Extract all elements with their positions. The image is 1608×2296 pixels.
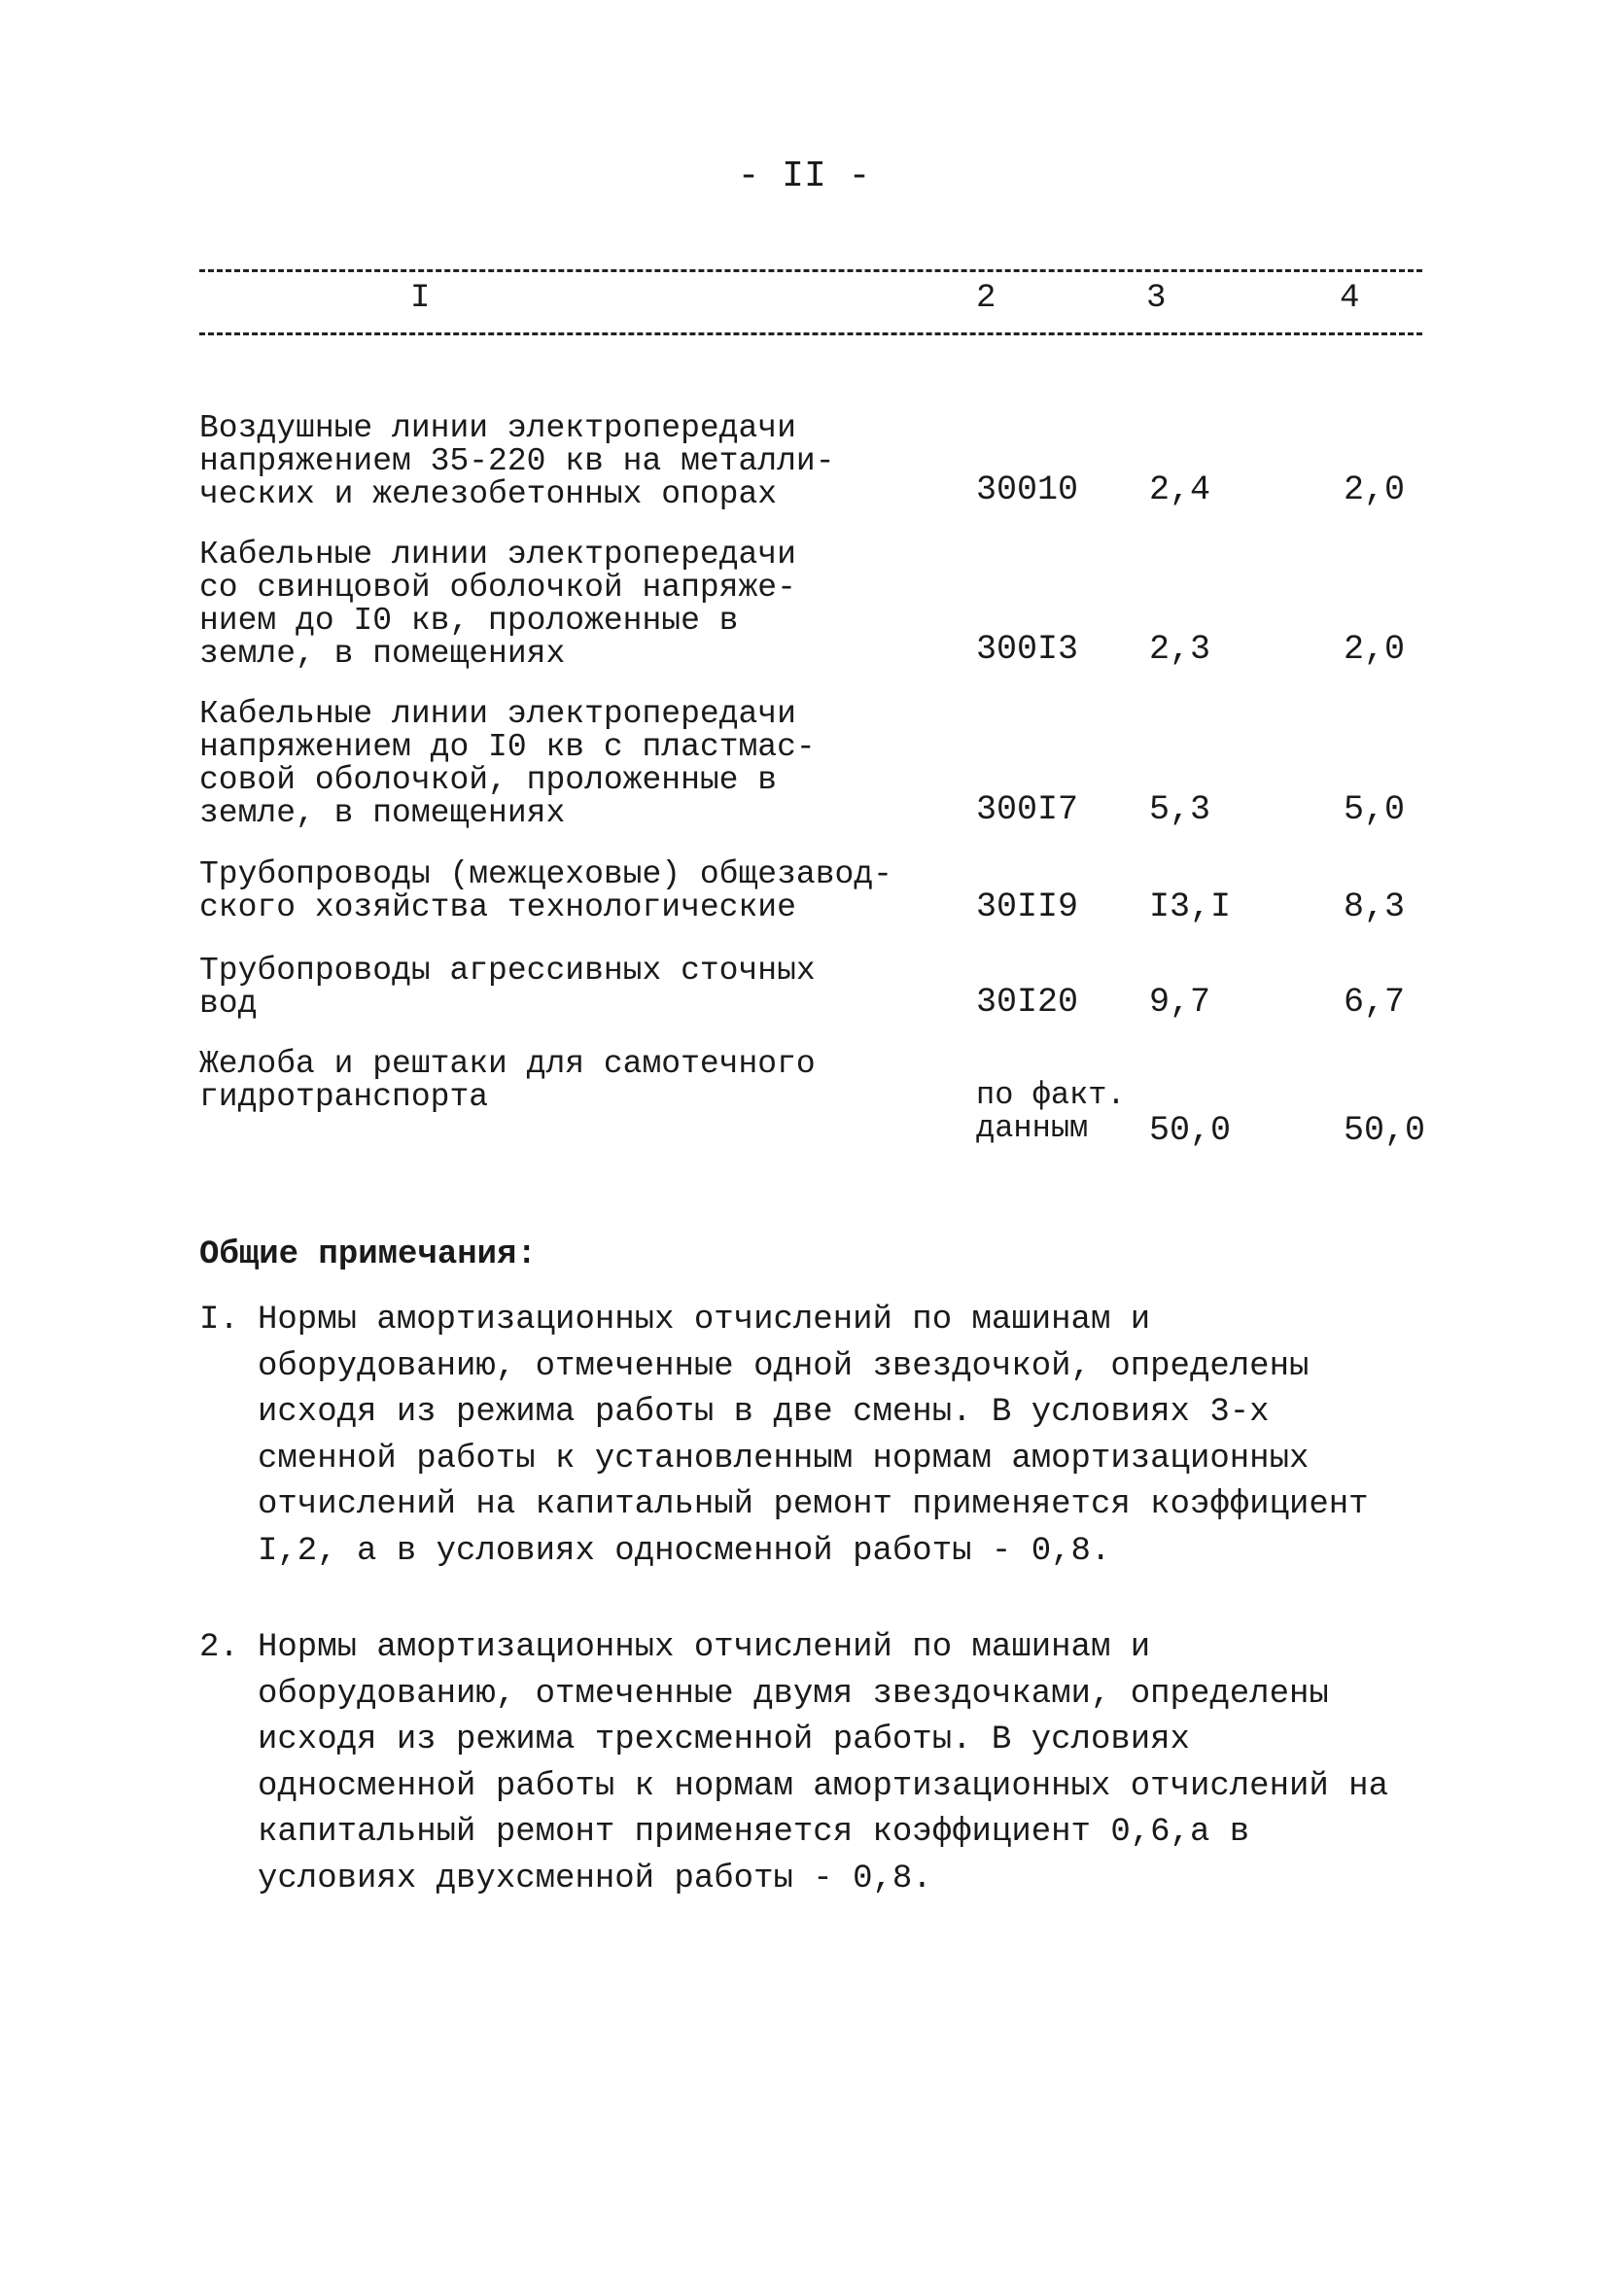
table-row-description: Кабельные линии электропередачи со свинцовой оболочкой напряже- нием до I0 кв, проложенные в земле, в помещениях — [199, 537, 796, 672]
table-row-col3: I3,I — [1149, 887, 1232, 926]
table-row-col4: 8,3 — [1344, 887, 1406, 926]
header-col-3: 3 — [1146, 280, 1167, 317]
table-row-code: 300I7 — [976, 790, 1079, 829]
table-row-code: 30II9 — [976, 887, 1079, 926]
table-row-code: 30010 — [976, 470, 1079, 509]
table-row-col4: 6,7 — [1344, 983, 1406, 1022]
table-top-rule — [199, 269, 1422, 272]
table-row-description: Трубопроводы агрессивных сточных вод — [199, 953, 816, 1022]
table-row-col4: 5,0 — [1344, 790, 1406, 829]
table-row-col4: 50,0 — [1344, 1111, 1426, 1150]
table-header-rule — [199, 332, 1422, 335]
note-text: Нормы амортизационных отчислений по машинам и оборудованию, отмеченные одной звездочкой, определены исходя из режима работы в две смены. В условиях 3-х сменной работы к установленным нормам амортизационных отчислений на капитальный ремонт применяется коэффициент I,2, а в условиях односменной работы - 0,8. — [258, 1302, 1369, 1570]
table-row-col3: 5,3 — [1149, 790, 1211, 829]
header-col-4: 4 — [1340, 280, 1360, 317]
table-row-code: 30I20 — [976, 983, 1079, 1022]
table-row-description: Трубопроводы (межцеховые) общезавод- ского хозяйства технологические — [199, 856, 892, 925]
note-item — [199, 1625, 1424, 1902]
table-row-col3: 50,0 — [1149, 1111, 1232, 1150]
table-row-col4: 2,0 — [1344, 630, 1406, 669]
note-text: Нормы амортизационных отчислений по машинам и оборудованию, отмеченные двумя звездочками, определены исходя из режима трехсменной работы. В условиях односменной работы к нормам амортизационных отчислений на капитальный ремонт применяется коэффициент 0,6,а в условиях двухсменной работы - 0,8. — [258, 1629, 1388, 1897]
table-row-description: Воздушные линии электропередачи напряжением 35-220 кв на металли- ческих и железобетонных опорах — [199, 410, 835, 512]
table-row-description: Кабельные линии электропередачи напряжением до I0 кв с пластмас- совой оболочкой, проложенные в земле, в помещениях — [199, 696, 816, 831]
table-row-code: по факт. данным — [976, 1077, 1126, 1146]
table-row-description: Желоба и рештаки для самотечного гидротранспорта — [199, 1046, 816, 1115]
table-row-col3: 2,4 — [1149, 470, 1211, 509]
note-number: 2. — [199, 1629, 239, 1666]
notes-title: Общие примечания: — [199, 1236, 537, 1273]
header-col-1: I — [410, 280, 431, 317]
table-row-col3: 2,3 — [1149, 630, 1211, 669]
table-row-col3: 9,7 — [1149, 983, 1211, 1022]
note-number: I. — [199, 1302, 239, 1339]
note-item — [199, 1298, 1424, 1575]
table-row-col4: 2,0 — [1344, 470, 1406, 509]
table-row-code: 300I3 — [976, 630, 1079, 669]
header-col-2: 2 — [976, 280, 996, 317]
page-number: - II - — [737, 156, 871, 197]
